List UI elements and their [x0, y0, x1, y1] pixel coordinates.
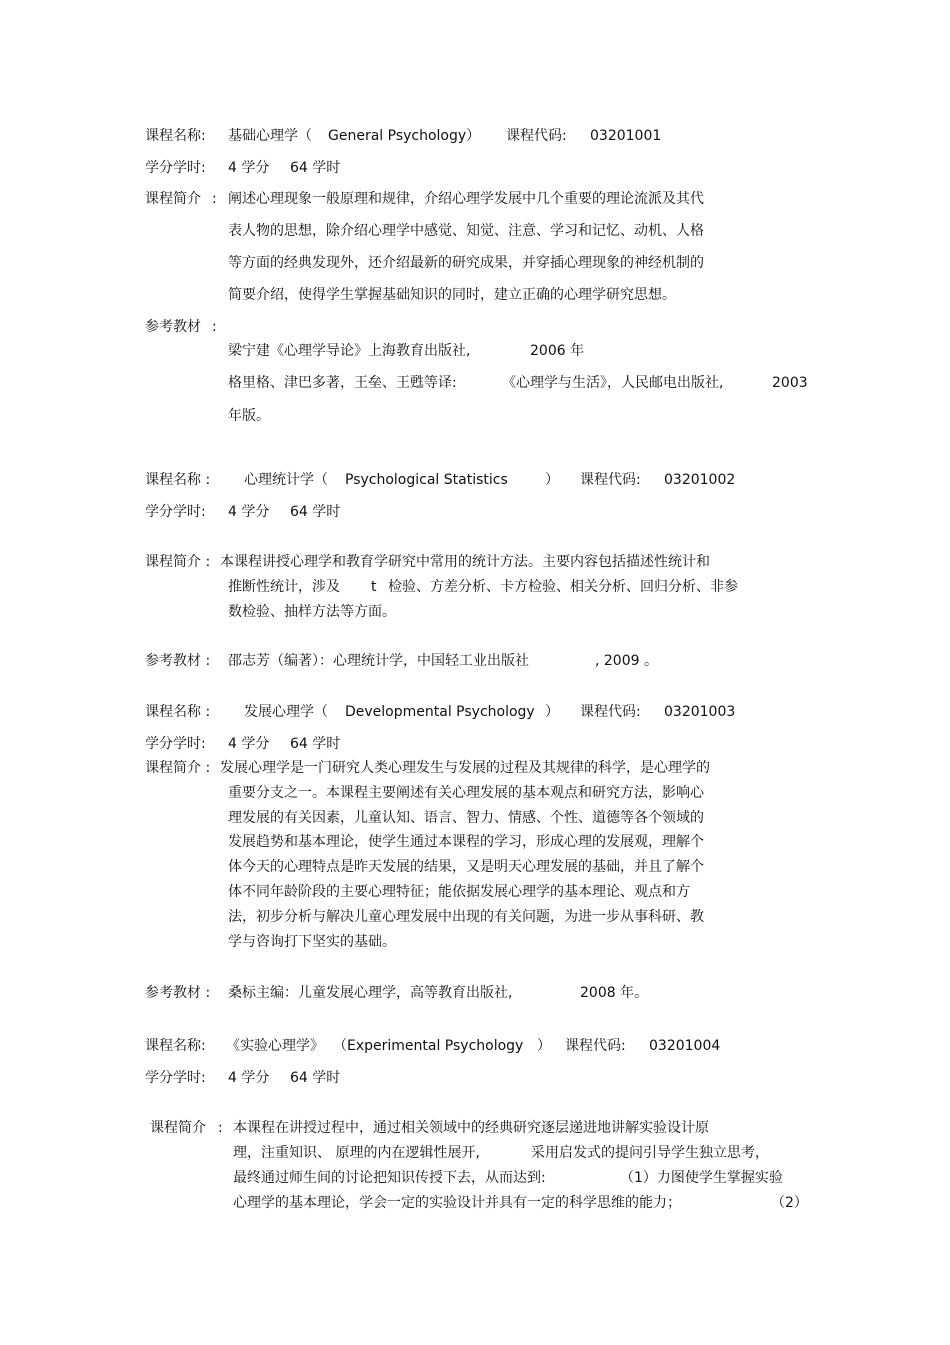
- intro-label: 课程简介: [145, 191, 201, 207]
- intro-line: 检验、方差分析、卡方检验、相关分析、回归分析、非参: [388, 579, 738, 595]
- intro-line: 采用启发式的提问引导学生独立思考，: [531, 1145, 769, 1161]
- ref1-year: 2006 年: [530, 343, 585, 359]
- ref1-text: 梁宁建《心理学导论》上海教育出版社,: [228, 343, 471, 359]
- course-name-en: Psychological Statistics: [345, 472, 508, 488]
- ref2-title: 《心理学与生活》，人民邮电出版社,: [502, 375, 724, 391]
- ref-year: 2008 年。: [580, 985, 649, 1001]
- course-name-label: 课程名称:: [145, 128, 206, 144]
- intro-line: 发展趋势和基本理论，使学生通过本课程的学习，形成心理的发展观，理解个: [228, 834, 704, 850]
- course-name-cn: 《实验心理学》: [226, 1038, 324, 1054]
- course-name-close: ）: [545, 472, 559, 488]
- course-code: 03201003: [664, 704, 736, 720]
- intro-label: 课程简介 :: [145, 760, 211, 776]
- ref2-year: 2003: [772, 375, 808, 391]
- ref-year: , 2009 。: [595, 653, 658, 669]
- course-name-cn: 发展心理学（: [244, 704, 328, 720]
- credits: 4 学分: [228, 504, 270, 520]
- intro-line: 体不同年龄阶段的主要心理特征；能依据发展心理学的基本理论、观点和方: [228, 884, 690, 900]
- course-name-en: （Experimental Psychology: [333, 1038, 524, 1054]
- hours: 64 学时: [290, 160, 341, 176]
- course-code: 03201004: [649, 1038, 721, 1054]
- intro-line: （1）力图使学生掌握实验: [620, 1170, 783, 1186]
- course-code: 03201002: [664, 472, 736, 488]
- course-code-label: 课程代码:: [506, 128, 567, 144]
- ref-text: 桑标主编：儿童发展心理学，高等教育出版社,: [228, 985, 513, 1001]
- intro-line: 学与咨询打下坚实的基础。: [228, 934, 396, 950]
- intro-line: （2）: [771, 1195, 808, 1211]
- credits: 4 学分: [228, 160, 270, 176]
- hours-label: 学分学时:: [145, 504, 206, 520]
- hours-label: 学分学时:: [145, 1070, 206, 1086]
- hours: 64 学时: [290, 736, 341, 752]
- course-code: 03201001: [590, 128, 662, 144]
- ref-label: 参考教材: [145, 319, 201, 335]
- intro-line: 表人物的思想，除介绍心理学中感觉、知觉、注意、学习和记忆、动机、人格: [228, 223, 704, 239]
- course-name-en: Developmental Psychology: [345, 704, 535, 720]
- course-name-label: 课程名称 :: [145, 472, 211, 488]
- course-name-cn: 心理统计学（: [244, 472, 328, 488]
- course-name-close: ）: [545, 704, 559, 720]
- intro-line: 数检验、抽样方法等方面。: [228, 604, 396, 620]
- hours-label: 学分学时:: [145, 736, 206, 752]
- ref-text: 邵志芳（编著）：心理统计学，中国轻工业出版社: [228, 653, 529, 669]
- ref-label: 参考教材 :: [145, 653, 211, 669]
- intro-line: 等方面的经典发现外，还介绍最新的研究成果，并穿插心理现象的神经机制的: [228, 255, 704, 271]
- intro-line: 发展心理学是一门研究人类心理发生与发展的过程及其规律的科学，是心理学的: [220, 760, 710, 776]
- intro-line: 心理学的基本理论，学会一定的实验设计并具有一定的科学思维的能力；: [233, 1195, 681, 1211]
- credits: 4 学分: [228, 736, 270, 752]
- course-code-label: 课程代码:: [580, 704, 641, 720]
- credits: 4 学分: [228, 1070, 270, 1086]
- intro-line: 理发展的有关因素，儿童认知、语言、智力、情感、个性、道德等各个领域的: [228, 810, 704, 826]
- intro-line: 最终通过师生间的讨论把知识传授下去，从而达到:: [233, 1170, 546, 1186]
- intro-line: 理，注重知识、 原理的内在逻辑性展开,: [233, 1145, 480, 1161]
- intro-line: 本课程在讲授过程中，通过相关领域中的经典研究逐层递进地讲解实验设计原: [233, 1120, 709, 1136]
- ref2-authors: 格里格、津巴多著，王垒、王甦等译:: [228, 375, 457, 391]
- course-code-label: 课程代码:: [565, 1038, 626, 1054]
- intro-line: 重要分支之一。本课程主要阐述有关心理发展的基本观点和研究方法，影响心: [228, 785, 704, 801]
- course-name-label: 课程名称:: [145, 1038, 206, 1054]
- intro-line: 体今天的心理特点是昨天发展的结果，又是明天心理发展的基础，并且了解个: [228, 859, 704, 875]
- intro-line: 法，初步分析与解决儿童心理发展中出现的有关问题，为进一步从事科研、教: [228, 909, 704, 925]
- hours: 64 学时: [290, 504, 341, 520]
- intro-line: 阐述心理现象一般原理和规律，介绍心理学发展中几个重要的理论流派及其代: [228, 191, 704, 207]
- course-name-close: ）: [537, 1038, 551, 1054]
- intro-colon: :: [218, 1120, 223, 1136]
- hours: 64 学时: [290, 1070, 341, 1086]
- intro-line: 简要介绍，使得学生掌握基础知识的同时，建立正确的心理学研究思想。: [228, 287, 676, 303]
- intro-t: t: [371, 579, 377, 595]
- intro-colon: :: [212, 191, 217, 207]
- course-name-cn: 基础心理学（: [228, 128, 312, 144]
- intro-label: 课程简介: [150, 1120, 206, 1136]
- intro-line: 推断性统计，涉及: [228, 579, 340, 595]
- course-code-label: 课程代码:: [580, 472, 641, 488]
- ref2-cont: 年版。: [228, 408, 270, 424]
- hours-label: 学分学时:: [145, 160, 206, 176]
- ref-colon: :: [212, 319, 217, 335]
- ref-label: 参考教材 :: [145, 985, 211, 1001]
- course-name-en: General Psychology）: [328, 128, 481, 144]
- course-name-label: 课程名称 :: [145, 704, 211, 720]
- intro-label: 课程简介 :: [145, 554, 211, 570]
- intro-line: 本课程讲授心理学和教育学研究中常用的统计方法。主要内容包括描述性统计和: [220, 554, 710, 570]
